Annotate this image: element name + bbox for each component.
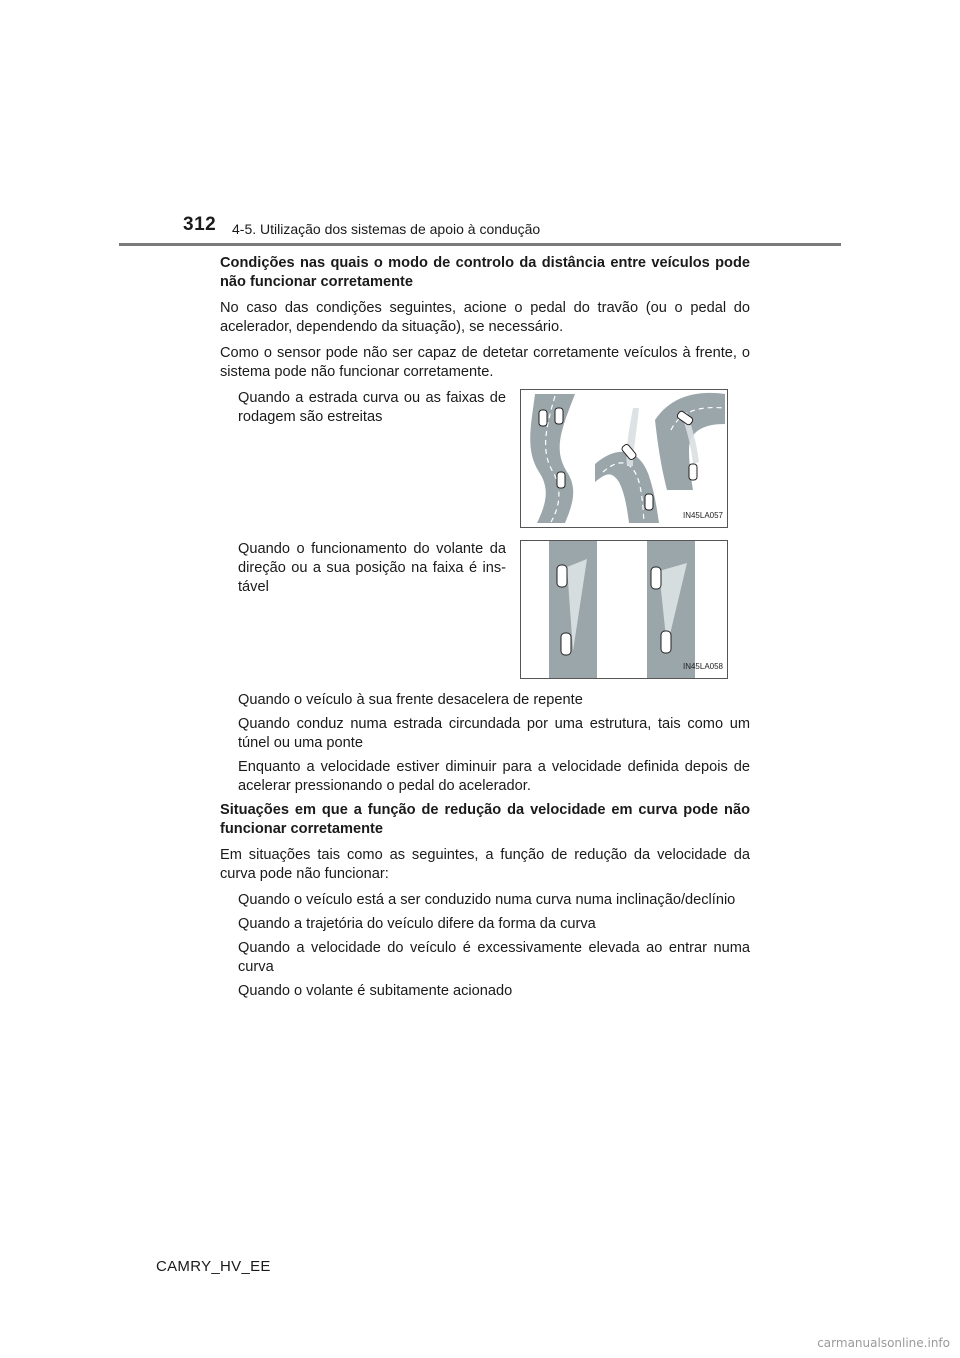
page-number: 312 — [183, 214, 217, 235]
figure-caption-curved-road: Quando a estrada curva ou as faixas de rodagem são estreitas — [238, 390, 506, 425]
list-item: Quando conduz numa estrada circundada por uma estrutura, tais como um túnel ou uma ponte — [238, 716, 750, 751]
list-item: Quando o veículo à sua frente desacelera de repente — [238, 692, 583, 708]
list-item: Quando a trajetória do veículo difere da forma da curva — [238, 916, 596, 932]
figure-caption-unstable-steering: Quando o funcionamento do volante da direção ou a sua posição na faixa é ins-tável — [238, 541, 506, 595]
page-header — [0, 0, 960, 250]
heading-distance-control: Condições nas quais o modo de controlo da distância entre veículos pode não funcionar corretamente — [220, 255, 750, 290]
watermark: carmanualsonline.info — [817, 1336, 950, 1350]
figure-code: IN45LA058 — [682, 662, 723, 671]
list-item: Enquanto a velocidade estiver diminuir para a velocidade definida depois de acelerar pressionando o pedal do acelerador. — [238, 759, 750, 794]
list-item: Quando o veículo está a ser conduzido numa curva numa inclinação/declínio — [238, 892, 736, 908]
figure-row-unstable-steering — [220, 540, 750, 687]
figure-row-curved-road — [220, 389, 750, 536]
header-divider — [119, 243, 841, 246]
paragraph-brake-advice: No caso das condições seguintes, acione o pedal do travão (ou o pedal do acelerador, dependendo da situação), se necessário. — [220, 300, 750, 335]
figure-code: IN45LA057 — [682, 511, 723, 520]
illustration-unstable-steering — [520, 540, 728, 679]
list-item: Quando a velocidade do veículo é excessivamente elevada ao entrar numa curva — [238, 940, 750, 975]
paragraph-curve-intro: Em situações tais como as seguintes, a função de redução da velocidade da curva pode não funcionar: — [220, 847, 750, 882]
heading-curve-speed-reduction: Situações em que a função de redução da velocidade em curva pode não funcionar corretamente — [220, 802, 750, 837]
paragraph-sensor-limit: Como o sensor pode não ser capaz de detetar corretamente veículos à frente, o sistema pode não funcionar corretamente. — [220, 345, 750, 380]
page-content — [220, 254, 750, 1006]
section-title: 4-5. Utilização dos sistemas de apoio à condução — [232, 221, 541, 237]
list-item: Quando o volante é subitamente acionado — [238, 983, 513, 999]
model-code: CAMRY_HV_EE — [156, 1258, 271, 1275]
illustration-curved-road — [520, 389, 728, 528]
